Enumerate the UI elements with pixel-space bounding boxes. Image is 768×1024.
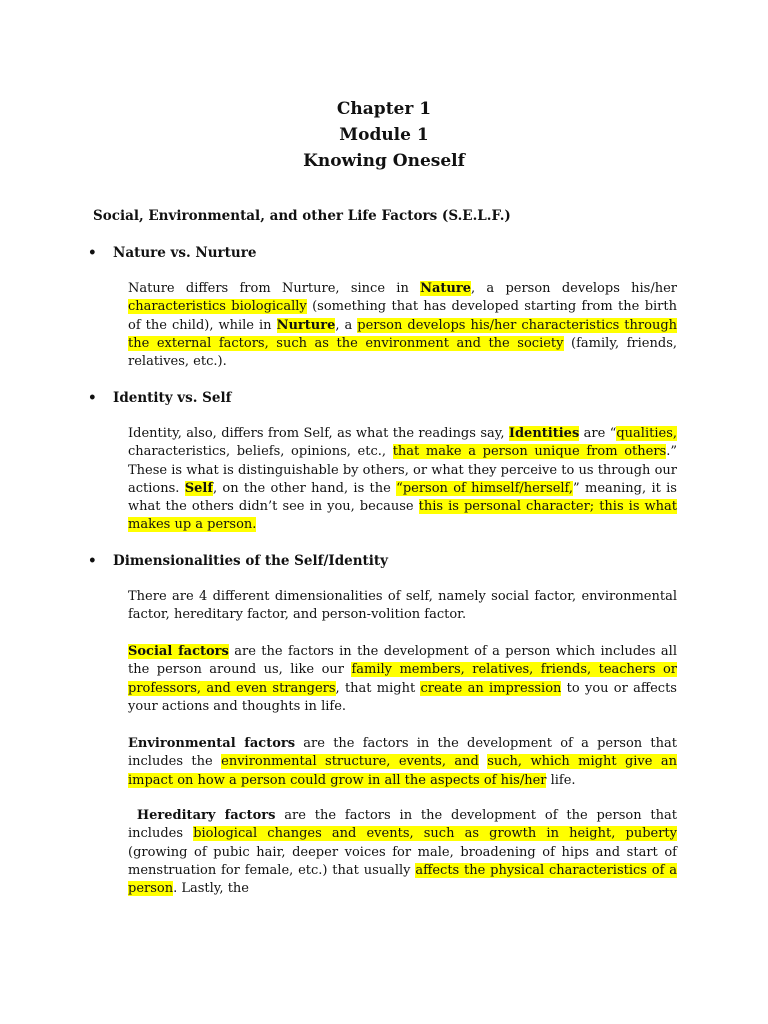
highlight-run: family members, relatives, friends, teachers or professors, and even strangers	[128, 662, 677, 696]
text-run: to you or affects your actions and thoughts in life.	[128, 680, 677, 714]
text-run: , that might	[335, 680, 421, 696]
highlight-run: Nurture	[276, 317, 336, 333]
text-run: , on the other hand, is the	[212, 480, 397, 496]
text-run: . Lastly, the	[173, 881, 249, 897]
highlight-run: characteristics biologically	[128, 299, 307, 315]
text-run: .” These is what is distinguishable by others, or what they perceive to us through our actions.	[128, 444, 677, 496]
paragraph-dimensionalities-intro	[128, 588, 677, 625]
bold-run: Environmental factors	[128, 736, 296, 751]
highlight-run: person develops his/her characteristics through the external factors, such as the environment and the society	[128, 317, 678, 351]
text-run: , a	[335, 317, 358, 333]
bullet-heading-identity-self	[88, 389, 231, 407]
title-block	[0, 96, 768, 174]
text-run: (family, friends, relatives, etc.).	[128, 335, 677, 370]
bullet-label: Dimensionalities of the Self/Identity	[113, 553, 388, 569]
text-run: , a person develops his/her	[471, 281, 678, 296]
highlight-run: environmental structure, events, and	[221, 754, 479, 770]
bullet-label: Nature vs. Nurture	[113, 245, 257, 261]
highlight-run: affects the physical characteristics of a person	[128, 862, 677, 897]
text-run: are the factors in the development of the person that includes	[128, 808, 678, 842]
bullet-icon: •	[88, 390, 97, 406]
highlight-run: such, which might give an	[487, 754, 677, 770]
highlight-run: this is personal character; this is what makes up a person.	[128, 499, 678, 533]
highlight-run: Self	[184, 480, 213, 496]
text-run: are the factors in the development of a person which includes all the person around us, like our	[128, 644, 677, 678]
text-run: Nature differs from Nurture, since in	[128, 281, 421, 296]
text-run	[479, 754, 487, 769]
highlight-run: impact on how a person could grow in all the aspects of his/her	[128, 772, 547, 788]
highlight-run: Identities	[508, 426, 580, 441]
text-run: characteristics, beliefs, opinions, etc.,	[128, 444, 393, 460]
bold-run: Hereditary factors	[136, 808, 276, 823]
highlight-run: “person of himself/herself,	[396, 480, 574, 496]
bullet-label: Identity vs. Self	[113, 390, 232, 406]
paragraph-nature-nurture	[128, 280, 677, 371]
highlight-run: qualities,	[616, 426, 677, 441]
topic-title: Knowing Oneself	[303, 151, 465, 171]
text-run: (growing of pubic hair, deeper voices for male, broadening of hips and start of menstruation for female, etc.) that usually	[128, 844, 677, 878]
bullet-heading-dimensionalities	[88, 552, 388, 570]
highlight-run: Social factors	[128, 644, 229, 659]
highlight-run: biological changes and events, such as growth in height, puberty	[193, 826, 677, 842]
paragraph-social-factors	[128, 643, 677, 716]
highlight-run: Nature	[420, 281, 471, 296]
text-run: (something that has developed starting from the birth of the child), while in	[128, 299, 677, 333]
text-run: are “	[579, 426, 617, 441]
highlight-run: that make a person unique from others	[392, 444, 667, 460]
chapter-title: Chapter 1	[336, 99, 432, 119]
section-heading: Social, Environmental, and other Life Factors (S.E.L.F.)	[93, 208, 511, 224]
bullet-icon: •	[88, 245, 97, 261]
module-title: Module 1	[339, 125, 429, 145]
text-run: Identity, also, differs from Self, as what the readings say,	[128, 426, 509, 441]
highlight-run: create an impression	[420, 680, 562, 696]
bullet-heading-nature-nurture	[88, 244, 256, 262]
paragraph-environmental-factors	[128, 735, 677, 790]
bullet-icon: •	[88, 553, 97, 569]
paragraph-hereditary-factors	[128, 807, 677, 898]
text-run: There are 4 different dimensionalities of self, namely social factor, environmental factor, hereditary factor, and person-volition factor.	[128, 589, 677, 623]
paragraph-identity-self	[128, 425, 677, 535]
text-run: ” meaning, it is what the others didn’t see in you, because	[128, 480, 677, 515]
text-run: life.	[546, 772, 576, 788]
text-run: are the factors in the development of a person that includes the	[128, 736, 677, 770]
